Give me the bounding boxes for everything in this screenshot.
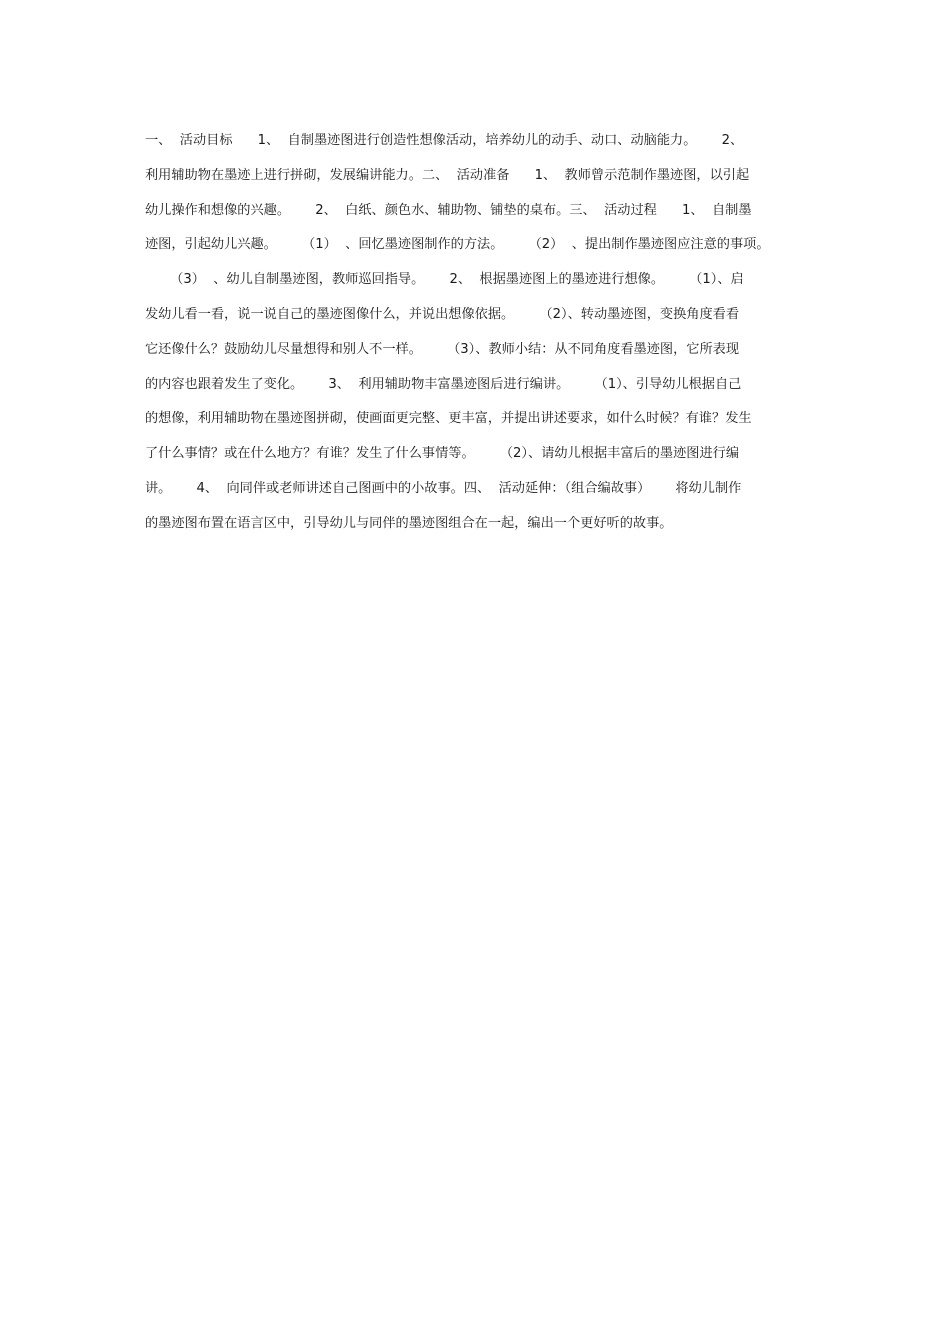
text-line: 一、 活动目标 1、 自制墨迹图进行创造性想像活动，培养幼儿的动手、动口、动脑能力。 2、: [145, 133, 744, 148]
text-line: （3） 、幼儿自制墨迹图，教师巡回指导。 2、 根据墨迹图上的墨迹进行想像。 （1）、启: [145, 272, 744, 288]
text-line: 讲。 4、 向同伴或老师讲述自己图画中的小故事。四、 活动延伸：（组合编故事） 将幼儿制作: [145, 480, 742, 496]
text-line: 幼儿操作和想像的兴趣。 2、 白纸、颜色水、辅助物、铺垫的桌布。三、 活动过程 1、 自制墨: [145, 202, 752, 218]
text-line: 它还像什么？鼓励幼儿尽量想得和别人不一样。 （3）、教师小结：从不同角度看墨迹图，它所表现: [145, 341, 740, 357]
text-line: 的内容也跟着发生了变化。 3、 利用辅助物丰富墨迹图后进行编讲。 （1）、引导幼儿根据自己: [145, 376, 742, 392]
text-line: 迹图，引起幼儿兴趣。 （1） 、回忆墨迹图制作的方法。 （2） 、提出制作墨迹图应注意的事项。: [145, 237, 770, 253]
lesson-plan-body: [145, 124, 825, 542]
text-line: 了什么事情？或在什么地方？有谁？发生了什么事情等。 （2）、请幼儿根据丰富后的墨迹图进行编: [145, 446, 740, 462]
text-line: 利用辅助物在墨迹上进行拼砌，发展编讲能力。二、 活动准备 1、 教师曾示范制作墨迹图，以引起: [145, 167, 750, 183]
text-line: 的想像，利用辅助物在墨迹图拼砌，使画面更完整、更丰富，并提出讲述要求，如什么时候？有谁？发生: [145, 411, 752, 427]
text-line: 发幼儿看一看，说一说自己的墨迹图像什么，并说出想像依据。 （2）、转动墨迹图，变换角度看看: [145, 306, 740, 322]
text-line: 的墨迹图布置在语言区中，引导幼儿与同伴的墨迹图组合在一起，编出一个更好听的故事。: [145, 515, 673, 531]
